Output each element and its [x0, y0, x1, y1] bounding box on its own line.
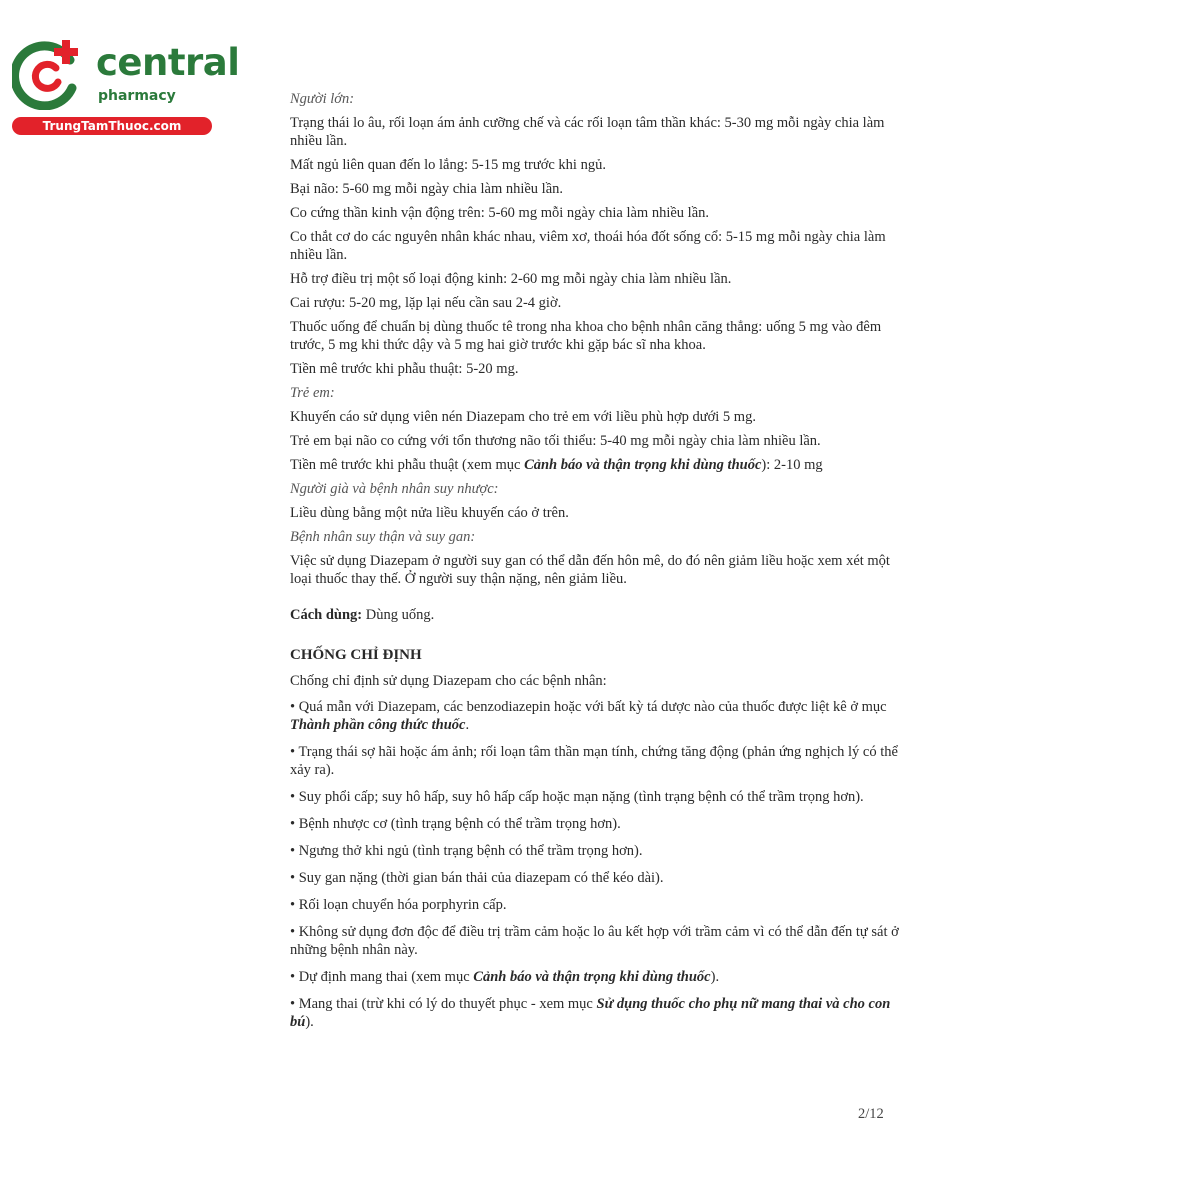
- contraindications-heading: CHỐNG CHỈ ĐỊNH: [290, 647, 422, 663]
- contraindication-item: • Trạng thái sợ hãi hoặc ám ảnh; rối loạn tâm thần mạn tính, chứng tăng động (phản ứng nghịch lý có thể xảy ra).: [290, 744, 898, 778]
- contraindication-item: • Ngưng thở khi ngủ (tình trạng bệnh có thể trầm trọng hơn).: [290, 843, 643, 859]
- adult-dose-item: Hỗ trợ điều trị một số loại động kinh: 2-60 mg mỗi ngày chia làm nhiều lần.: [290, 271, 732, 287]
- contraindication-text: • Mang thai (trừ khi có lý do thuyết phục - xem mục: [290, 996, 597, 1012]
- adult-dose-item: Cai rượu: 5-20 mg, lặp lại nếu cần sau 2-4 giờ.: [290, 295, 562, 311]
- renal-hepatic-heading: Bệnh nhân suy thận và suy gan:: [290, 529, 476, 545]
- adult-dose-item: Thuốc uống để chuẩn bị dùng thuốc tê trong nha khoa cho bệnh nhân căng thẳng: uống 5 mg vào đêm trước, 5 mg khi thức dậy và 5 mg hai giờ trước khi gặp bác sĩ nha khoa.: [290, 319, 882, 353]
- contraindication-item: • Bệnh nhược cơ (tình trạng bệnh có thể trầm trọng hơn).: [290, 816, 621, 832]
- usage-label: Cách dùng:: [290, 607, 363, 623]
- elderly-dose-text: Liều dùng bằng một nửa liều khuyến cáo ở trên.: [290, 505, 569, 521]
- section-reference: Thành phần công thức thuốc: [290, 717, 466, 733]
- section-reference: Cảnh báo và thận trọng khi dùng thuốc: [473, 969, 711, 985]
- contraindication-item: • Suy gan nặng (thời gian bán thải của diazepam có thể kéo dài).: [290, 870, 664, 886]
- contraindication-item: • Rối loạn chuyển hóa porphyrin cấp.: [290, 897, 507, 913]
- section-reference: Cảnh báo và thận trọng khi dùng thuốc: [524, 457, 762, 473]
- child-dose-text: ): 2-10 mg: [761, 457, 823, 473]
- section-reference: Sử dụng thuốc cho phụ nữ mang thai và cho con bú: [290, 996, 891, 1030]
- adult-dose-item: Co thắt cơ do các nguyên nhân khác nhau, viêm xơ, thoái hóa đốt sống cổ: 5-15 mg mỗi ngày chia làm nhiều lần.: [290, 229, 886, 263]
- usage-text: Dùng uống.: [362, 607, 435, 623]
- child-dose-text: Tiền mê trước khi phẫu thuật (xem mục: [290, 457, 525, 473]
- contraindication-text: .: [465, 717, 470, 733]
- contraindication-text: ).: [305, 1014, 314, 1030]
- contraindication-item: [290, 995, 910, 1031]
- contraindication-text: • Quá mẫn với Diazepam, các benzodiazepin hoặc với bất kỳ tá dược nào của thuốc được liệt kê ở mục: [290, 699, 887, 715]
- brand-tagline: pharmacy: [98, 88, 176, 104]
- usage-line: [290, 606, 910, 624]
- pharmacy-cross-logo-icon: [12, 38, 84, 110]
- brand-logo: [8, 36, 240, 136]
- brand-name: central: [96, 41, 240, 84]
- adult-dose-item: Tiền mê trước khi phẫu thuật: 5-20 mg.: [290, 361, 519, 377]
- adult-dose-item: Co cứng thần kinh vận động trên: 5-60 mg mỗi ngày chia làm nhiều lần.: [290, 205, 710, 221]
- contraindication-item: [290, 968, 910, 986]
- adult-dose-item: Mất ngủ liên quan đến lo lắng: 5-15 mg trước khi ngủ.: [290, 157, 606, 173]
- child-dose-item: Trẻ em bại não co cứng với tổn thương não tối thiểu: 5-40 mg mỗi ngày chia làm nhiều lần.: [290, 433, 821, 449]
- contraindication-item: [290, 698, 910, 734]
- contraindication-text: ).: [710, 969, 720, 985]
- child-dose-item: Khuyến cáo sử dụng viên nén Diazepam cho trẻ em với liều phù hợp dưới 5 mg.: [290, 409, 756, 425]
- contraindications-intro: Chống chỉ định sử dụng Diazepam cho các bệnh nhân:: [290, 673, 607, 689]
- adult-dose-item: Trạng thái lo âu, rối loạn ám ảnh cưỡng chế và các rối loạn tâm thần khác: 5-30 mg mỗi ngày chia làm nhiều lần.: [290, 115, 885, 149]
- document-page: [290, 90, 910, 1037]
- contraindication-item: • Suy phổi cấp; suy hô hấp, suy hô hấp cấp hoặc mạn nặng (tình trạng bệnh có thể trầm trọng hơn).: [290, 789, 864, 805]
- contraindication-text: • Dự định mang thai (xem mục: [290, 969, 474, 985]
- child-dose-item: [290, 456, 910, 474]
- renal-hepatic-text: Việc sử dụng Diazepam ở người suy gan có thể dẫn đến hôn mê, do đó nên giảm liều hoặc xem xét một loại thuốc thay thế. Ở người suy thận nặng, nên giảm liều.: [290, 553, 890, 587]
- brand-url: TrungTamThuoc.com: [12, 117, 212, 135]
- elderly-heading: Người già và bệnh nhân suy nhược:: [290, 481, 499, 497]
- adults-heading: Người lớn:: [290, 91, 355, 107]
- adult-dose-item: Bại não: 5-60 mg mỗi ngày chia làm nhiều lần.: [290, 181, 564, 197]
- children-heading: Trẻ em:: [290, 385, 335, 401]
- contraindication-item: • Không sử dụng đơn độc để điều trị trầm cảm hoặc lo âu kết hợp với trầm cảm vì có thể dẫn đến tự sát ở những bệnh nhân này.: [290, 924, 899, 958]
- page-number: 2/12: [858, 1106, 884, 1122]
